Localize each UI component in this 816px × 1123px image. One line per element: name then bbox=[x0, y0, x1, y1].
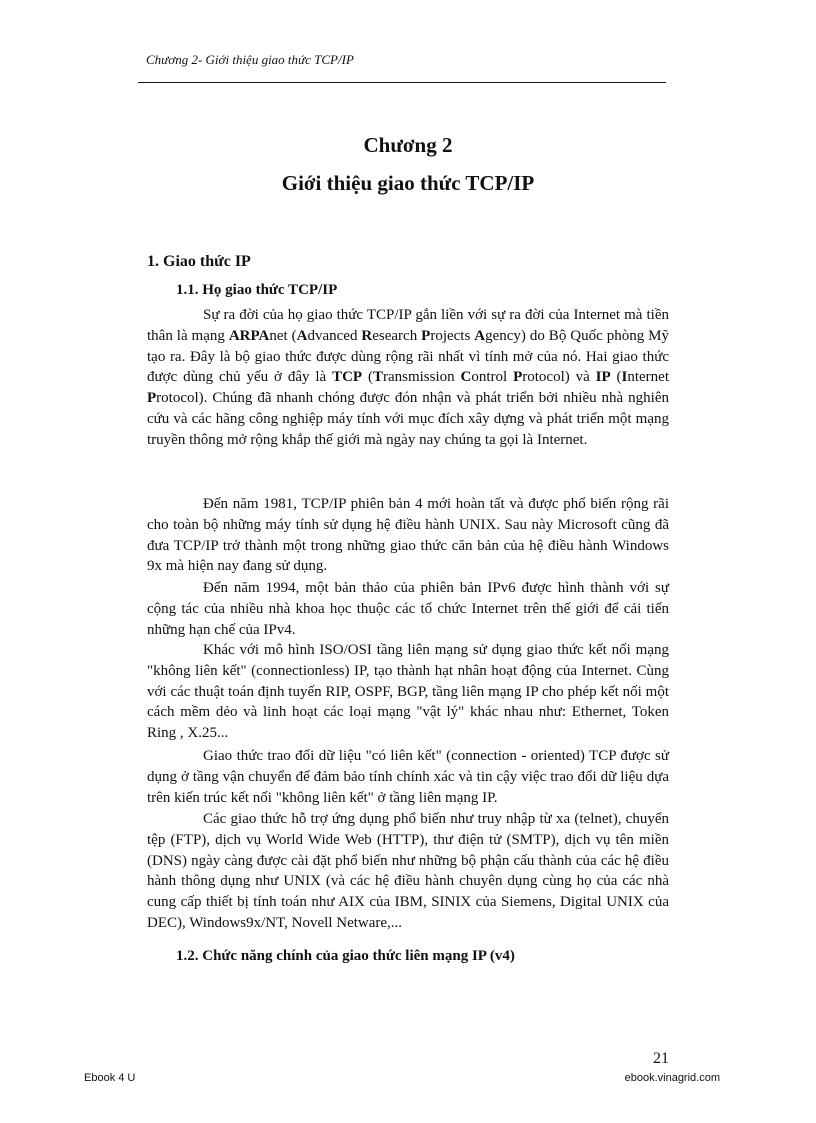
footer-right-text: ebook.vinagrid.com bbox=[624, 1072, 720, 1084]
page-number: 21 bbox=[653, 1050, 669, 1067]
chapter-title: Giới thiệu giao thức TCP/IP bbox=[281, 171, 535, 195]
paragraph-4: Khác với mô hình ISO/OSI tầng liên mạng sử dụng giao thức kết nối mạng "không liên kết" (connectionless) IP, tạo thành hạt nhân hoạt động của Internet. Cùng với các thuật toán định tuyến RIP, OSPF, BGP, tầng liên mạng IP cho phép kết nối một cách mềm dẻo và linh hoạt các loại mạng "vật lý" khác nhau như: Ethernet, Token Ring , X.25... bbox=[147, 642, 669, 742]
paragraph-1: Sự ra đời của họ giao thức TCP/IP gắn liền với sự ra đời của Internet mà tiền thân là mạng ARPAnet (Advanced Research Projects Agency) do Bộ Quốc phòng Mỹ tạo ra. Đây là bộ giao thức được dùng rộng rãi nhất vì tính mở của nó. Hai giao thức được dùng chủ yếu ở đây là TCP (Transmission Control Protocol) và IP (Internet Protocol). Chúng đã nhanh chóng được đón nhận và phát triển bởi nhiều nhà nghiên cứu và các hãng công nghiệp máy tính với mục đích xây dựng và phát triển một mạng truyền thông mở rộng khắp thế giới mà ngày nay chúng ta gọi là Internet. bbox=[147, 307, 670, 448]
paragraph-3: Đến năm 1994, một bản thảo của phiên bản IPv6 được hình thành với sự cộng tác của nhiều nhà khoa học thuộc các tổ chức Internet trên thế giới để cải tiến những hạn chế của IPv4. bbox=[147, 580, 669, 638]
section-heading-1: 1. Giao thức IP bbox=[147, 253, 251, 270]
section-heading-1-1: 1.1. Họ giao thức TCP/IP bbox=[176, 282, 338, 298]
section-heading-1-2: 1.2. Chức năng chính của giao thức liên mạng IP (v4) bbox=[176, 948, 515, 964]
running-header: Chương 2- Giới thiệu giao thức TCP/IP bbox=[146, 52, 354, 67]
paragraph-2: Đến năm 1981, TCP/IP phiên bản 4 mới hoàn tất và được phổ biến rộng rãi cho toàn bộ những máy tính sử dụng hệ điều hành UNIX. Sau này Microsoft cũng đã đưa TCP/IP trở thành một trong những giao thức căn bản của hệ điều hành Windows 9x mà hiện nay đang sử dụng. bbox=[147, 496, 669, 575]
paragraph-5: Giao thức trao đổi dữ liệu "có liên kết" (connection - oriented) TCP được sử dụng ở tầng vận chuyển để đảm bảo tính chính xác và tin cậy việc trao đổi dữ liệu dựa trên kiến trúc kết nối "không liên kết" ở tầng liên mạng IP. bbox=[147, 748, 669, 806]
footer-left-text: Ebook 4 U bbox=[84, 1072, 136, 1084]
paragraph-6: Các giao thức hỗ trợ ứng dụng phổ biến như truy nhập từ xa (telnet), chuyển tệp (FTP), dịch vụ World Wide Web (HTTP), thư điện tử (SMTP), dịch vụ tên miền (DNS) ngày càng được cài đặt phổ biến như những bộ phận cấu thành của các hệ điều hành thông dụng như UNIX (và các hệ điều hành chuyên dụng cùng họ của các nhà cung cấp thiết bị tính toán như AIX của IBM, SINIX của Siemens, Digital UNIX của DEC), Windows9x/NT, Novell Netware,... bbox=[147, 811, 669, 931]
header-divider bbox=[138, 82, 666, 83]
chapter-number: Chương 2 bbox=[363, 133, 453, 157]
